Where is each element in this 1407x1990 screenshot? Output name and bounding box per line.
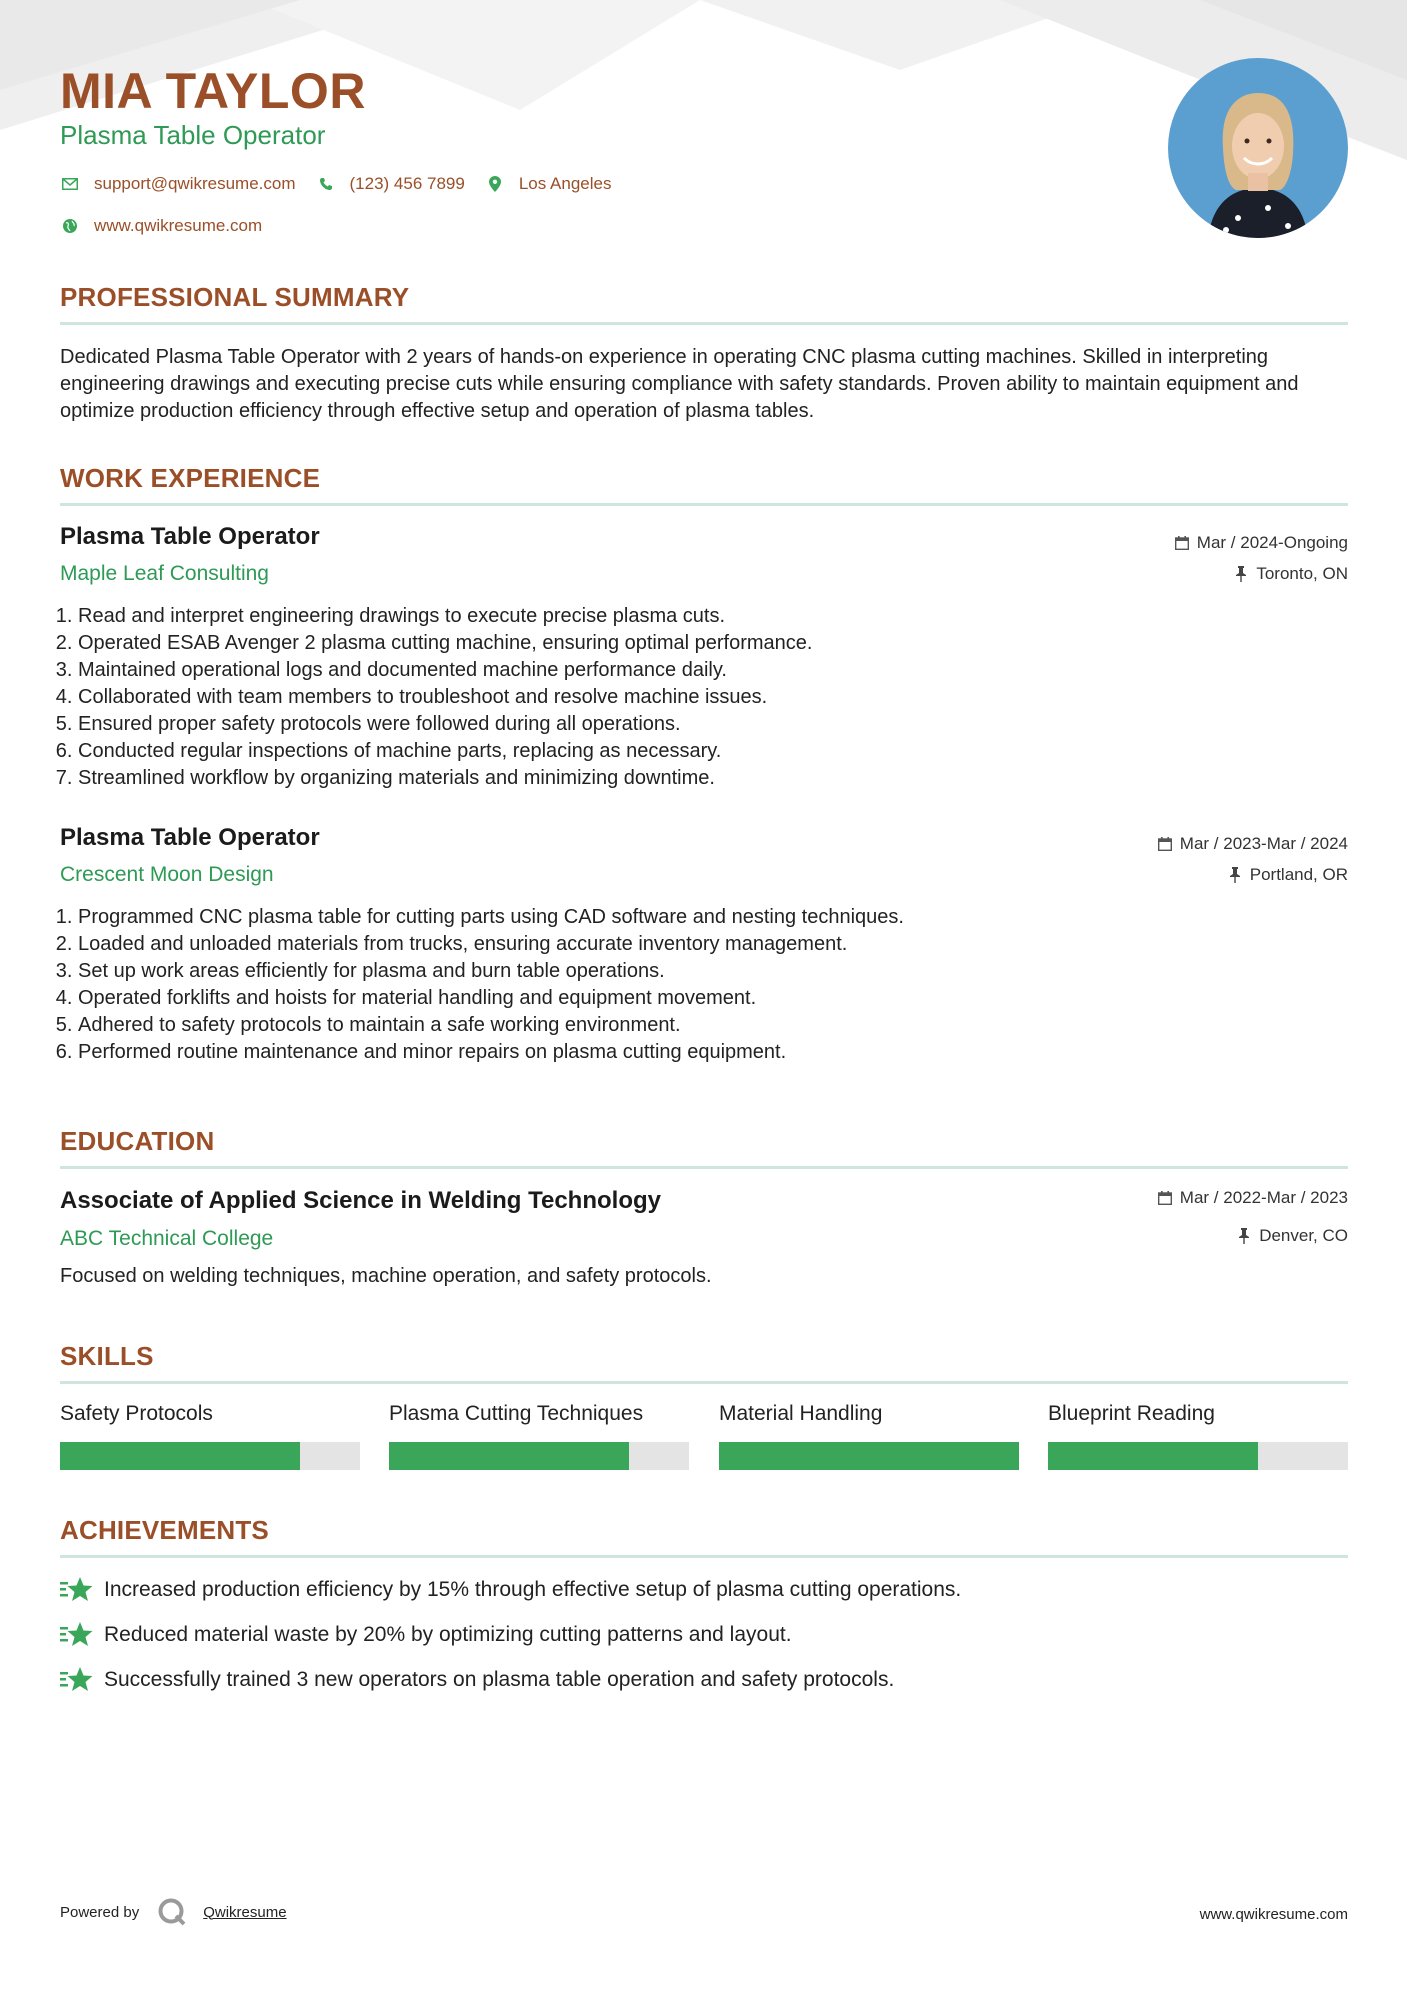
job-bullet: 4. Collaborated with team members to troubleshoot and resolve machine issues.: [78, 684, 812, 711]
education-description: Focused on welding techniques, machine operation, and safety protocols.: [60, 1265, 712, 1287]
achievement-item: [60, 1666, 894, 1694]
skills-heading: SKILLS: [60, 1341, 154, 1371]
achievement-item: [60, 1621, 792, 1649]
skill-bar-fill: [719, 1442, 1019, 1470]
star-medal-icon: [60, 1621, 94, 1649]
job-bullet: 3. Maintained operational logs and documented machine performance daily.: [78, 657, 812, 684]
pushpin-icon: [1233, 566, 1249, 582]
job-title: Plasma Table Operator: [60, 824, 320, 851]
job-dates: [1157, 834, 1348, 854]
website-link[interactable]: www.qwikresume.com: [94, 216, 263, 235]
job-bullet: 3. Set up work areas efficiently for plasma and burn table operations.: [78, 958, 904, 985]
job-title: Plasma Table Operator: [60, 523, 320, 550]
achievement-text: Reduced material waste by 20% by optimizing cutting patterns and layout.: [104, 1623, 792, 1646]
job-dates-text: Mar / 2024-Ongoing: [1196, 533, 1348, 552]
job-bullet: 1. Read and interpret engineering drawings to execute precise plasma cuts.: [78, 603, 812, 630]
skill-bar-fill: [389, 1442, 629, 1470]
education-heading: EDUCATION: [60, 1126, 215, 1156]
summary-text: Dedicated Plasma Table Operator with 2 years of hands-on experience in operating CNC plasma cutting machines. Skilled in interpreting engineering drawings and executing precise cuts while ensuring compliance with safety standards. Proven ability to maintain equipment and optimize production efficiency through effective setup and operation of plasma tables.: [60, 346, 1299, 422]
achievements-heading: ACHIEVEMENTS: [60, 1515, 269, 1545]
education-dates-text: Mar / 2022-Mar / 2023: [1179, 1188, 1348, 1207]
footer-website-link[interactable]: www.qwikresume.com: [1199, 1906, 1348, 1923]
job-location: [1227, 865, 1348, 885]
job-location-text: Portland, OR: [1249, 865, 1348, 884]
calendar-icon: [1157, 1190, 1173, 1206]
pushpin-icon: [1236, 1228, 1252, 1244]
candidate-name: MIA TAYLOR: [60, 63, 366, 119]
job-bullet: 1. Programmed CNC plasma table for cutting parts using CAD software and nesting techniques.: [78, 904, 904, 931]
footer-powered-by: [60, 1897, 287, 1927]
location-pin-icon: [485, 174, 505, 194]
education-location: [1236, 1226, 1348, 1246]
education-dates: [1157, 1188, 1348, 1208]
job-bullet: 6. Conducted regular inspections of machine parts, replacing as necessary.: [78, 738, 812, 765]
skill-item: [389, 1402, 689, 1470]
skill-name: Blueprint Reading: [1048, 1402, 1215, 1425]
job-bullet: 6. Performed routine maintenance and minor repairs on plasma cutting equipment.: [78, 1039, 904, 1066]
skill-bar: [1048, 1442, 1348, 1470]
contact-row: [60, 174, 631, 194]
job-bullets: [60, 603, 812, 792]
job-company: Crescent Moon Design: [60, 863, 274, 886]
skill-name: Safety Protocols: [60, 1402, 213, 1425]
job-bullets: [60, 904, 904, 1066]
candidate-title: Plasma Table Operator: [60, 120, 326, 150]
summary-divider: [60, 322, 1348, 325]
job-bullet: 2. Operated ESAB Avenger 2 plasma cutting machine, ensuring optimal performance.: [78, 630, 812, 657]
skill-bar: [389, 1442, 689, 1470]
job-bullet: 5. Adhered to safety protocols to maintain a safe working environment.: [78, 1012, 904, 1039]
profile-photo: [1168, 58, 1348, 238]
job-bullet: 5. Ensured proper safety protocols were followed during all operations.: [78, 711, 812, 738]
experience-heading: WORK EXPERIENCE: [60, 463, 321, 493]
star-medal-icon: [60, 1666, 94, 1694]
experience-divider: [60, 503, 1348, 506]
globe-icon: [60, 216, 80, 236]
job-dates: [1174, 533, 1348, 553]
skill-bar-fill: [1048, 1442, 1258, 1470]
location-text: Los Angeles: [518, 174, 612, 193]
skill-name: Material Handling: [719, 1402, 883, 1425]
job-location-text: Toronto, ON: [1256, 564, 1348, 583]
education-divider: [60, 1166, 1348, 1169]
skill-item: [60, 1402, 360, 1470]
achievement-item: [60, 1576, 961, 1604]
envelope-icon: [60, 174, 80, 194]
skill-bar: [719, 1442, 1019, 1470]
job-location: [1233, 564, 1348, 584]
skills-divider: [60, 1381, 1348, 1384]
job-dates-text: Mar / 2023-Mar / 2024: [1179, 834, 1348, 853]
powered-by-label: Powered by: [60, 1903, 140, 1921]
skill-bar: [60, 1442, 360, 1470]
skill-item: [719, 1402, 1019, 1470]
summary-heading: PROFESSIONAL SUMMARY: [60, 282, 410, 312]
skill-name: Plasma Cutting Techniques: [389, 1402, 644, 1425]
school-name: ABC Technical College: [60, 1227, 274, 1250]
achievement-text: Increased production efficiency by 15% through effective setup of plasma cutting operations.: [104, 1578, 962, 1601]
pushpin-icon: [1227, 867, 1243, 883]
phone-icon: [316, 174, 336, 194]
skill-item: [1048, 1402, 1348, 1470]
calendar-icon: [1174, 535, 1190, 551]
job-bullet: 7. Streamlined workflow by organizing materials and minimizing downtime.: [78, 765, 812, 792]
calendar-icon: [1157, 836, 1173, 852]
degree-title: Associate of Applied Science in Welding Technology: [60, 1187, 661, 1214]
achievement-text: Successfully trained 3 new operators on plasma table operation and safety protocols.: [104, 1668, 895, 1691]
job-bullet: 4. Operated forklifts and hoists for material handling and equipment movement.: [78, 985, 904, 1012]
job-company: Maple Leaf Consulting: [60, 562, 269, 585]
qwikresume-logo-icon: [157, 1897, 187, 1927]
achievements-divider: [60, 1555, 1348, 1558]
website-row: [60, 216, 282, 236]
qwikresume-link[interactable]: Qwikresume: [203, 1903, 287, 1921]
job-bullet: 2. Loaded and unloaded materials from trucks, ensuring accurate inventory management.: [78, 931, 904, 958]
email-link[interactable]: support@qwikresume.com: [94, 174, 296, 193]
education-location-text: Denver, CO: [1259, 1226, 1348, 1245]
phone-number: (123) 456 7899: [349, 174, 465, 193]
star-medal-icon: [60, 1576, 94, 1604]
skill-bar-fill: [60, 1442, 300, 1470]
